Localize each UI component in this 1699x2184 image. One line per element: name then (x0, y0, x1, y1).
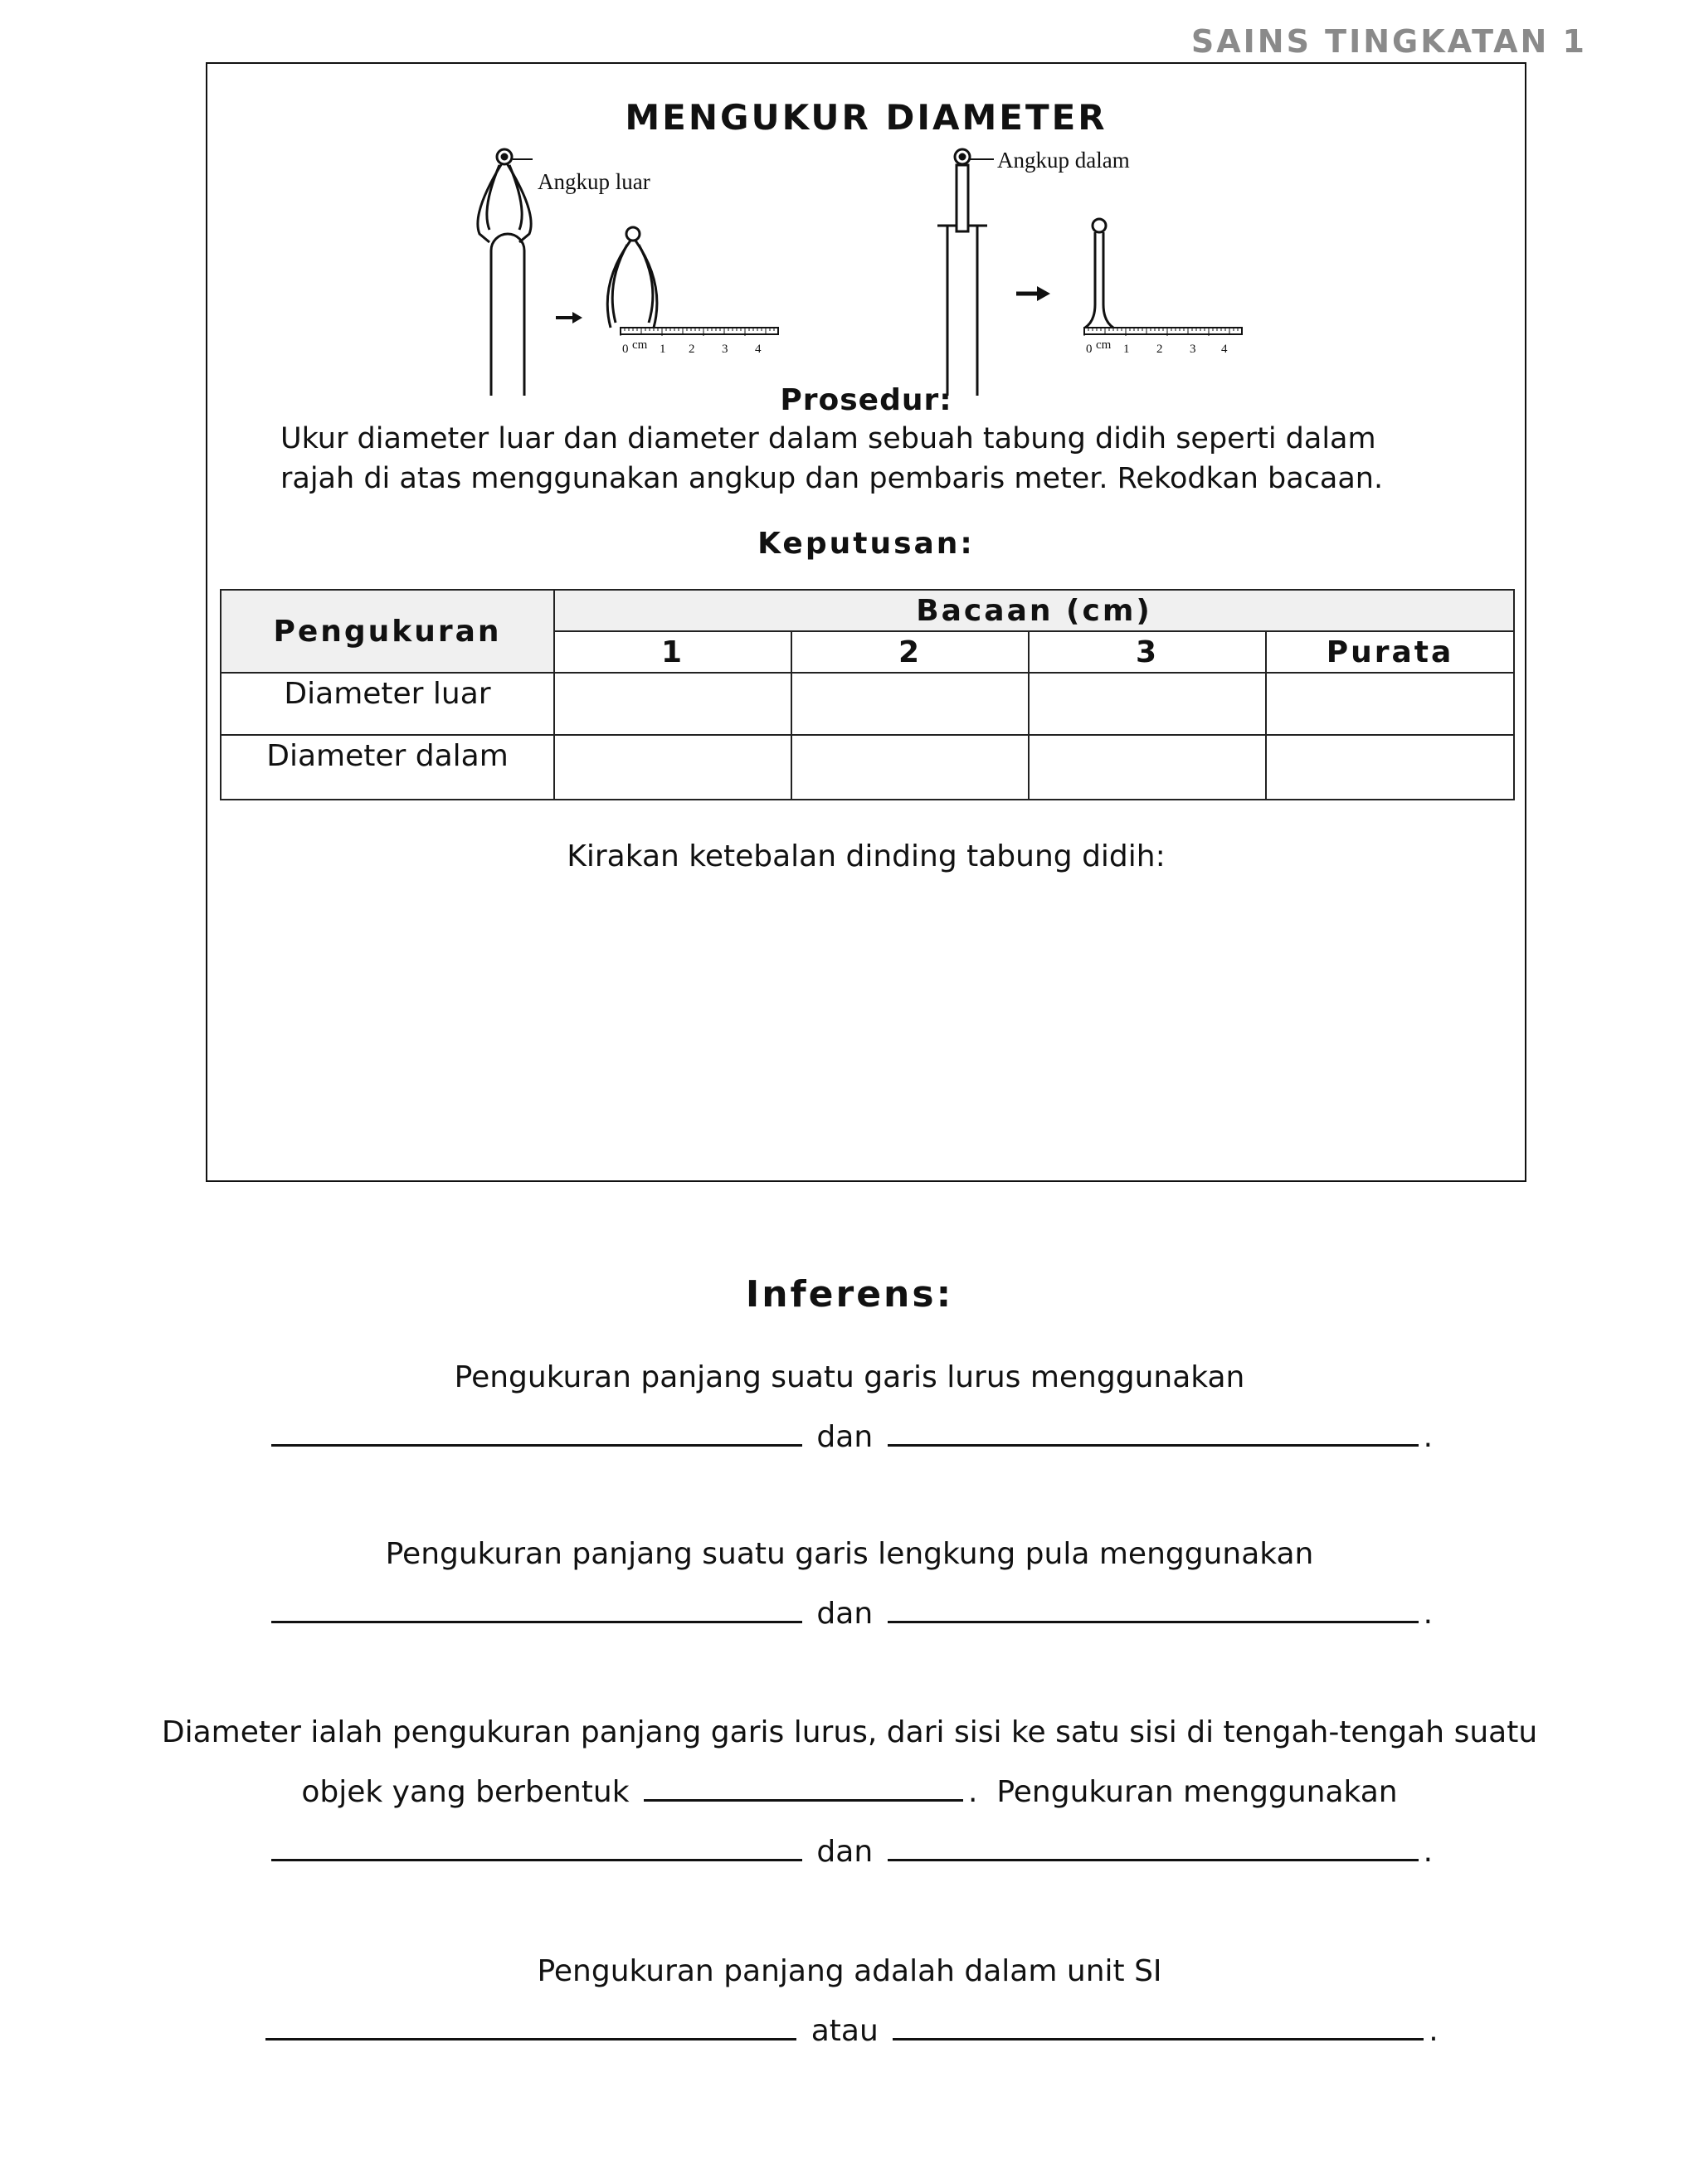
inference-q2-blanks: dan . (0, 1597, 1699, 1631)
ruler-label-4: 4 (755, 343, 762, 356)
q2-text: Pengukuran panjang suatu garis lengkung pula menggunakan (385, 1537, 1314, 1571)
procedure-text: Ukur diameter luar dan diameter dalam sebuah tabung didih seperti dalam rajah di atas menggunakan angkup dan pembaris meter. Rekodkan bacaan. (280, 422, 1384, 495)
answer-blank[interactable] (644, 1776, 963, 1802)
outer-caliper-on-ruler (607, 227, 657, 328)
sub-header-1: 1 (554, 631, 791, 673)
page-header: SAINS TINGKATAN 1 (1190, 23, 1587, 60)
conj-atau: atau (811, 2014, 879, 2048)
q4-text: Pengukuran panjang adalah dalam unit SI (537, 1954, 1162, 1988)
inference-heading: Inferens: (745, 1273, 954, 1316)
table-cell[interactable] (1266, 673, 1514, 735)
calipers-figure (207, 64, 1528, 396)
answer-blank[interactable] (271, 1836, 802, 1861)
outer-caliper-label: Angkup luar (538, 169, 650, 194)
table-row (221, 735, 1514, 800)
results-table (220, 589, 1515, 800)
inference-q4-blanks: atau . (0, 2014, 1699, 2048)
sub-header-2: 2 (791, 631, 1029, 673)
answer-blank[interactable] (265, 2015, 796, 2041)
inference-q2 (0, 1537, 1699, 1571)
inference-q3-blanks: dan . (0, 1835, 1699, 1869)
activity-box (206, 62, 1526, 1182)
conj-dan: dan (816, 1597, 874, 1631)
calc-prompt: Kirakan ketebalan dinding tabung didih: (567, 839, 1166, 873)
arrow-icon (1016, 286, 1050, 301)
answer-blank[interactable] (888, 1598, 1419, 1623)
sub-header-average: Purata (1266, 631, 1514, 673)
table-cell[interactable] (554, 735, 791, 800)
inner-caliper-on-ruler (1085, 219, 1113, 328)
ruler-label-4: 4 (1221, 343, 1228, 356)
q3-text-2b: Pengukuran menggunakan (996, 1775, 1398, 1809)
answer-blank[interactable] (888, 1836, 1419, 1861)
row-label: Diameter dalam (221, 735, 554, 800)
inference-q1 (0, 1360, 1699, 1394)
table-cell[interactable] (1029, 673, 1266, 735)
outer-caliper-on-tube (478, 149, 533, 396)
table-cell[interactable] (1266, 735, 1514, 800)
col-header-measurement: Pengukuran (221, 590, 554, 673)
ruler-label-3: 3 (1190, 343, 1196, 356)
ruler-label-3: 3 (722, 343, 728, 356)
inference-q3-line2: objek yang berbentuk . Pengukuran menggunakan (301, 1775, 1398, 1809)
arrow-icon (556, 312, 582, 323)
inner-caliper-label: Angkup dalam (997, 148, 1130, 173)
ruler-label-0: 0 (1086, 343, 1093, 356)
q3-text-1: Diameter ialah pengukuran panjang garis lurus, dari sisi ke satu sisi di tengah-tengah suatu (161, 1715, 1538, 1749)
ruler-unit: cm (632, 338, 648, 352)
answer-blank[interactable] (893, 2015, 1424, 2041)
activity-title: MENGUKUR DIAMETER (625, 97, 1108, 138)
conj-dan: dan (816, 1835, 874, 1869)
answer-blank[interactable] (888, 1421, 1419, 1447)
inference-q1-blanks: dan . (0, 1420, 1699, 1454)
inference-q4 (0, 1954, 1699, 1988)
answer-blank[interactable] (271, 1598, 802, 1623)
ruler-label-1: 1 (660, 343, 666, 356)
inner-caliper-in-tube (937, 149, 994, 396)
row-label: Diameter luar (221, 673, 554, 735)
table-row (221, 673, 1514, 735)
q1-text: Pengukuran panjang suatu garis lurus menggunakan (454, 1360, 1245, 1394)
answer-blank[interactable] (271, 1421, 802, 1447)
ruler-label-1: 1 (1123, 343, 1130, 356)
ruler-label-0: 0 (622, 343, 629, 356)
table-cell[interactable] (791, 735, 1029, 800)
ruler-label-2: 2 (689, 343, 695, 356)
table-cell[interactable] (1029, 735, 1266, 800)
col-header-readings: Bacaan (cm) (554, 590, 1514, 631)
procedure-heading: Prosedur: (780, 383, 952, 417)
inference-q3-line1 (0, 1715, 1699, 1749)
table-cell[interactable] (791, 673, 1029, 735)
result-heading: Keputusan: (757, 527, 975, 561)
table-cell[interactable] (554, 673, 791, 735)
sub-header-3: 3 (1029, 631, 1266, 673)
ruler-label-2: 2 (1156, 343, 1163, 356)
q3-text-2a: objek yang berbentuk (301, 1775, 630, 1809)
conj-dan: dan (816, 1420, 874, 1454)
ruler-unit: cm (1096, 338, 1112, 352)
